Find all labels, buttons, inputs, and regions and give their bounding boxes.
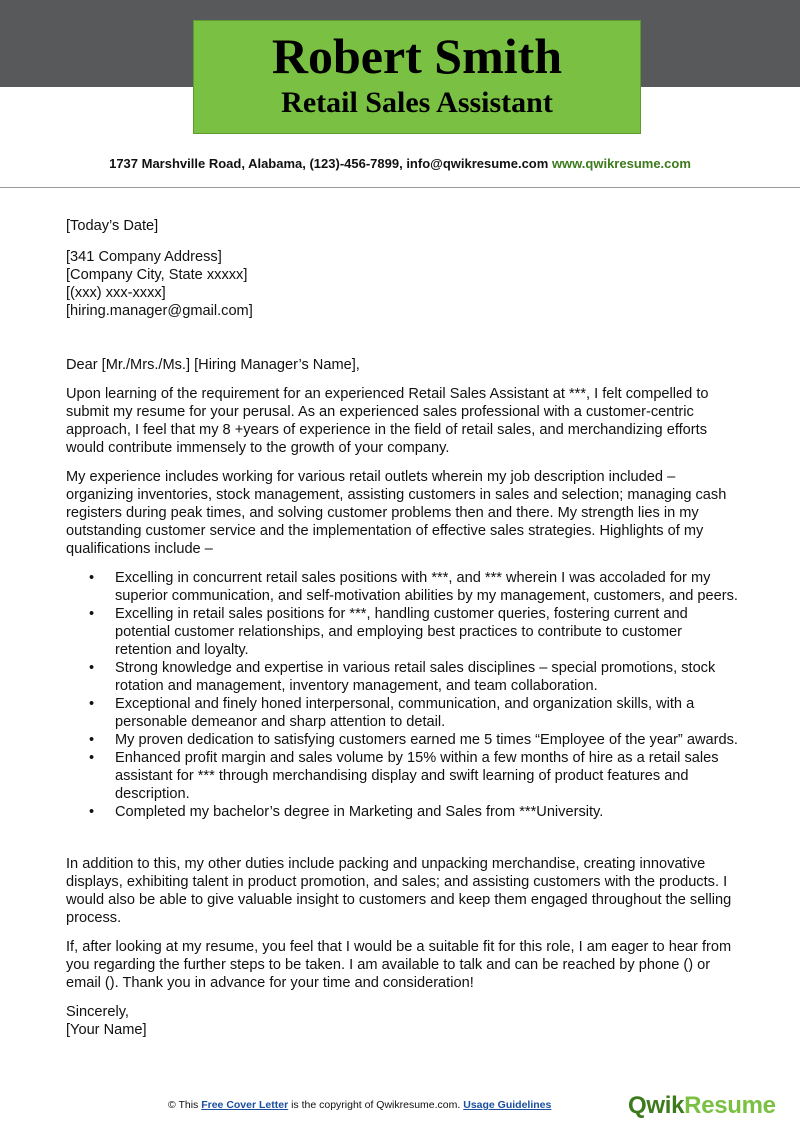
name-banner <box>193 20 641 134</box>
bullet-icon: • <box>89 750 95 766</box>
list-item-text: Exceptional and finely honed interpersonal, communication, and organization skills, with a personable demeanor and sharp attention to detail. <box>115 696 695 730</box>
bullet-icon: • <box>89 660 95 676</box>
list-item <box>66 569 742 605</box>
list-item <box>66 731 742 749</box>
list-item-text: Excelling in retail sales positions for ***, handling customer queries, fostering current and potential customer relationships, and employing best practices to contribute to customer retention and loyalty. <box>115 606 688 658</box>
paragraph-closing: If, after looking at my resume, you feel that I would be a suitable fit for this role, I am eager to hear from you regarding the further steps to be taken. I am available to talk and can be reached by phone () or email (). Thank you in advance for your time and consideration! <box>66 939 732 991</box>
contact-line <box>0 156 800 171</box>
list-item <box>66 659 742 695</box>
paragraph-experience: My experience includes working for various retail outlets wherein my job description included – organizing inventories, stock management, assisting customers in sales and selection; managing cash registers during peak times, and solving customer problems then and there. My strength lies in my outstanding customer service and the implementation of effective sales strategies. Highlights of my qualifications include – <box>66 469 727 557</box>
qualifications-list <box>66 569 742 821</box>
list-item <box>66 605 742 659</box>
address-line: [hiring.manager@gmail.com] <box>66 303 253 319</box>
recipient-address <box>66 248 742 320</box>
letter-date: [Today’s Date] <box>66 218 159 234</box>
usage-guidelines-link[interactable]: Usage Guidelines <box>463 1099 552 1111</box>
list-item-text: Completed my bachelor’s degree in Marketing and Sales from ***University. <box>115 804 604 820</box>
copyright-middle: is the copyright of Qwikresume.com. <box>288 1099 464 1111</box>
list-item-text: Enhanced profit margin and sales volume by 15% within a few months of hire as a retail sales assistant for *** through merchandising display and swift learning of product features and description. <box>115 750 719 802</box>
bullet-icon: • <box>89 606 95 622</box>
address-line: [(xxx) xxx-xxxx] <box>66 285 166 301</box>
logo-part-qwik: Qwik <box>628 1092 685 1119</box>
list-item <box>66 749 742 803</box>
list-item <box>66 803 742 821</box>
copyright-prefix: © This <box>168 1099 202 1111</box>
address-line: [Company City, State xxxxx] <box>66 267 248 283</box>
copyright-text <box>168 1099 551 1111</box>
bullet-icon: • <box>89 696 95 712</box>
salutation: Dear [Mr./Mrs./Ms.] [Hiring Manager’s Name], <box>66 357 360 373</box>
free-cover-letter-link[interactable]: Free Cover Letter <box>201 1099 289 1111</box>
website-link[interactable]: www.qwikresume.com <box>551 156 691 171</box>
list-item-text: Excelling in concurrent retail sales positions with ***, and *** wherein I was accoladed for my superior communication, and self-motivation abilities by my management, customers, and peers. <box>115 570 738 604</box>
job-title: Retail Sales Assistant <box>281 86 553 119</box>
list-item <box>66 695 742 731</box>
candidate-name: Robert Smith <box>271 28 563 84</box>
list-item-text: Strong knowledge and expertise in various retail sales disciplines – special promotions, stock rotation and management, inventory management, and team collaboration. <box>115 660 716 694</box>
qwikresume-logo <box>628 1092 776 1120</box>
address-line: [341 Company Address] <box>66 249 222 265</box>
letter-body <box>66 217 742 1039</box>
paragraph-intro: Upon learning of the requirement for an experienced Retail Sales Assistant at ***, I felt compelled to submit my resume for your perusal. As an experienced sales professional with a customer-centric approach, I feel that my 8 +years of experience in the field of retail sales, and merchandizing efforts would contribute immensely to the growth of your company. <box>66 386 709 456</box>
bullet-icon: • <box>89 570 95 586</box>
header-divider <box>0 187 800 188</box>
closing: Sincerely, <box>66 1004 129 1020</box>
paragraph-duties: In addition to this, my other duties include packing and unpacking merchandise, creating innovative displays, exhibiting talent in product promotion, and sales; and assisting customers with the products. I would also be able to give valuable insight to customers and keep them engaged throughout the selling process. <box>66 856 732 926</box>
bullet-icon: • <box>89 804 95 820</box>
contact-details: 1737 Marshville Road, Alabama, (123)-456-7899, info@qwikresume.com <box>109 156 549 171</box>
bullet-icon: • <box>89 732 95 748</box>
signature: [Your Name] <box>66 1022 147 1038</box>
logo-part-resume: Resume <box>684 1092 776 1119</box>
list-item-text: My proven dedication to satisfying customers earned me 5 times “Employee of the year” awards. <box>115 732 738 748</box>
